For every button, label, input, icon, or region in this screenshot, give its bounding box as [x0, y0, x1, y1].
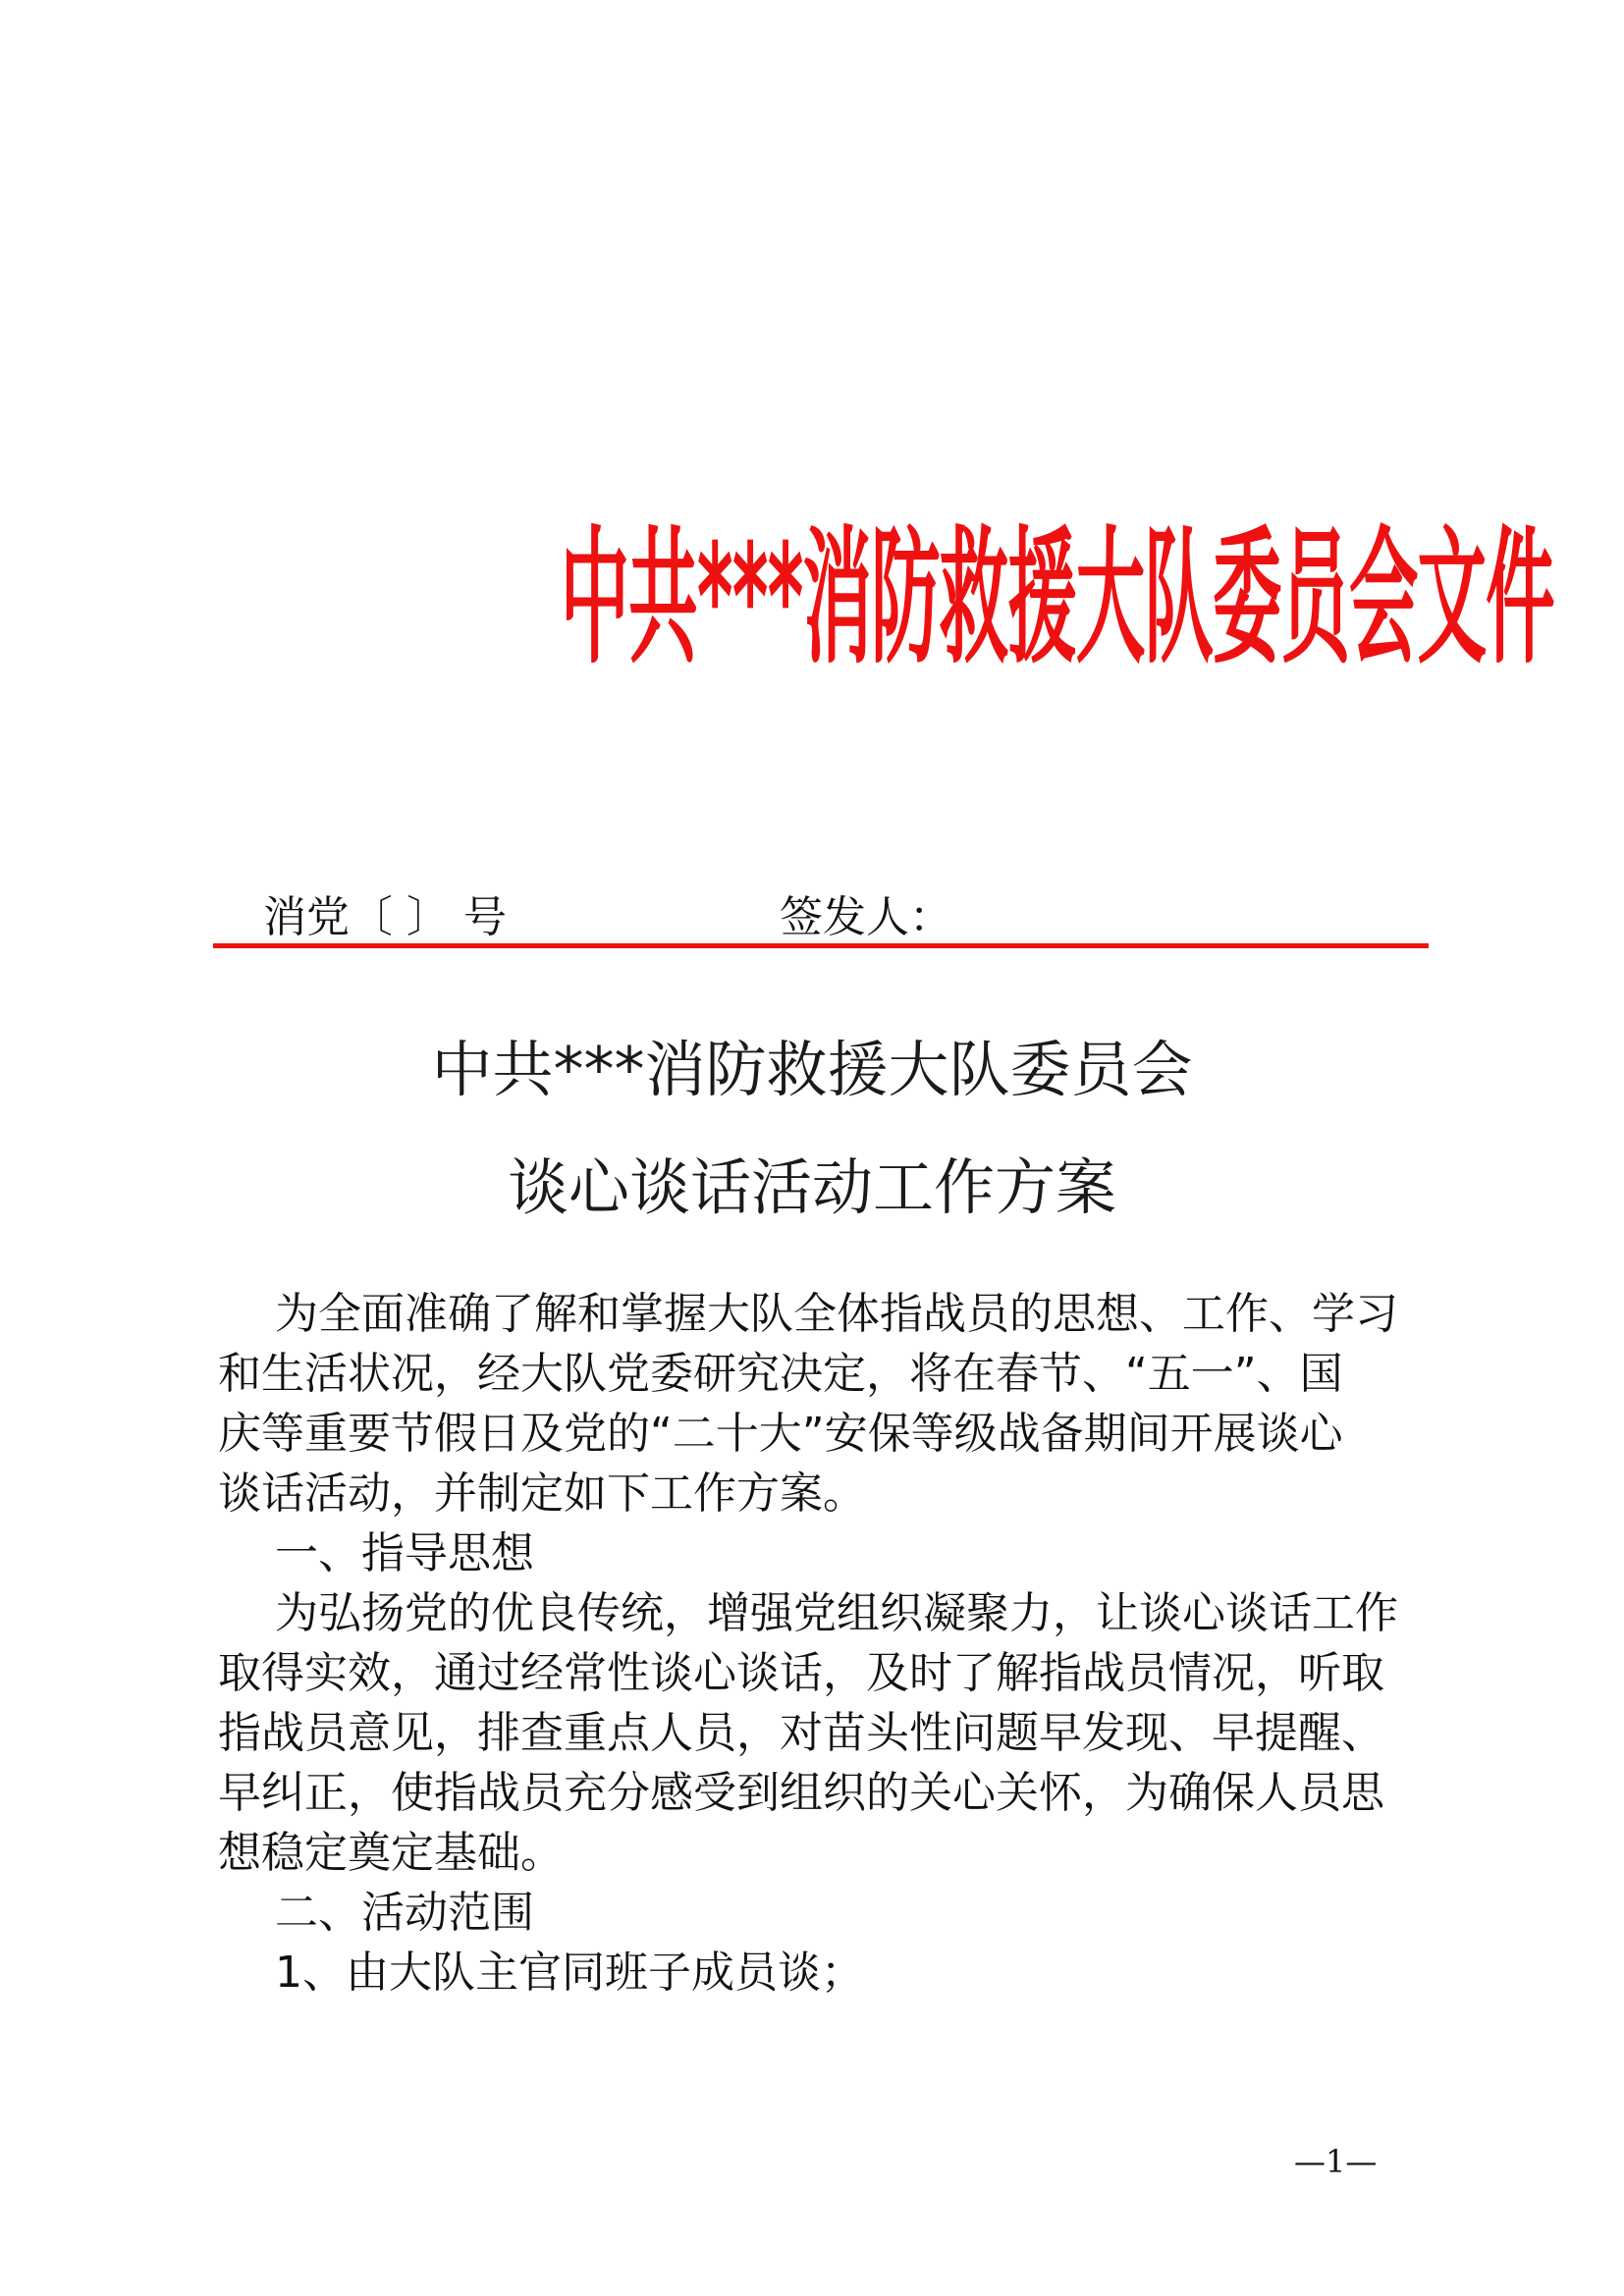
- red-header-title-text: 中共***消防救援大队委员会文件: [560, 513, 1554, 684]
- page-number: —1—: [1294, 2143, 1378, 2180]
- section-heading: 一、指导思想: [275, 1528, 534, 1578]
- body-line: 想稳定奠定基础。: [218, 1828, 564, 1878]
- signer-label: 签发人：: [780, 892, 952, 942]
- document-body: [218, 1284, 1435, 2002]
- body-line: 庆等重要节假日及党的“二十大”安保等级战备期间开展谈心: [218, 1409, 1343, 1459]
- red-header-title: [0, 506, 1624, 692]
- body-line: 谈话活动，并制定如下工作方案。: [218, 1468, 866, 1519]
- body-line: 为全面准确了解和掌握大队全体指战员的思想、工作、学习: [275, 1289, 1398, 1339]
- list-item: 1、由大队主官同班子成员谈；: [275, 1948, 864, 1998]
- body-line: 和生活状况，经大队党委研究决定，将在春节、“五一”、国: [218, 1349, 1343, 1399]
- red-divider-line: [213, 943, 1429, 948]
- body-line: 为弘扬党的优良传统，增强党组织凝聚力，让谈心谈话工作: [275, 1588, 1398, 1638]
- body-line: 取得实效，通过经常性谈心谈话，及时了解指战员情况，听取: [218, 1648, 1384, 1698]
- document-title-line2: 谈心谈话活动工作方案: [507, 1151, 1116, 1223]
- section-heading: 二、活动范围: [275, 1888, 534, 1938]
- body-line: 指战员意见，排查重点人员，对苗头性问题早发现、早提醒、: [218, 1708, 1384, 1758]
- body-line: 早纠正，使指战员充分感受到组织的关心关怀，为确保人员思: [218, 1768, 1384, 1818]
- document-number: 消党〔 〕 号: [263, 892, 507, 942]
- document-title-line1: 中共***消防救援大队委员会: [431, 1034, 1193, 1105]
